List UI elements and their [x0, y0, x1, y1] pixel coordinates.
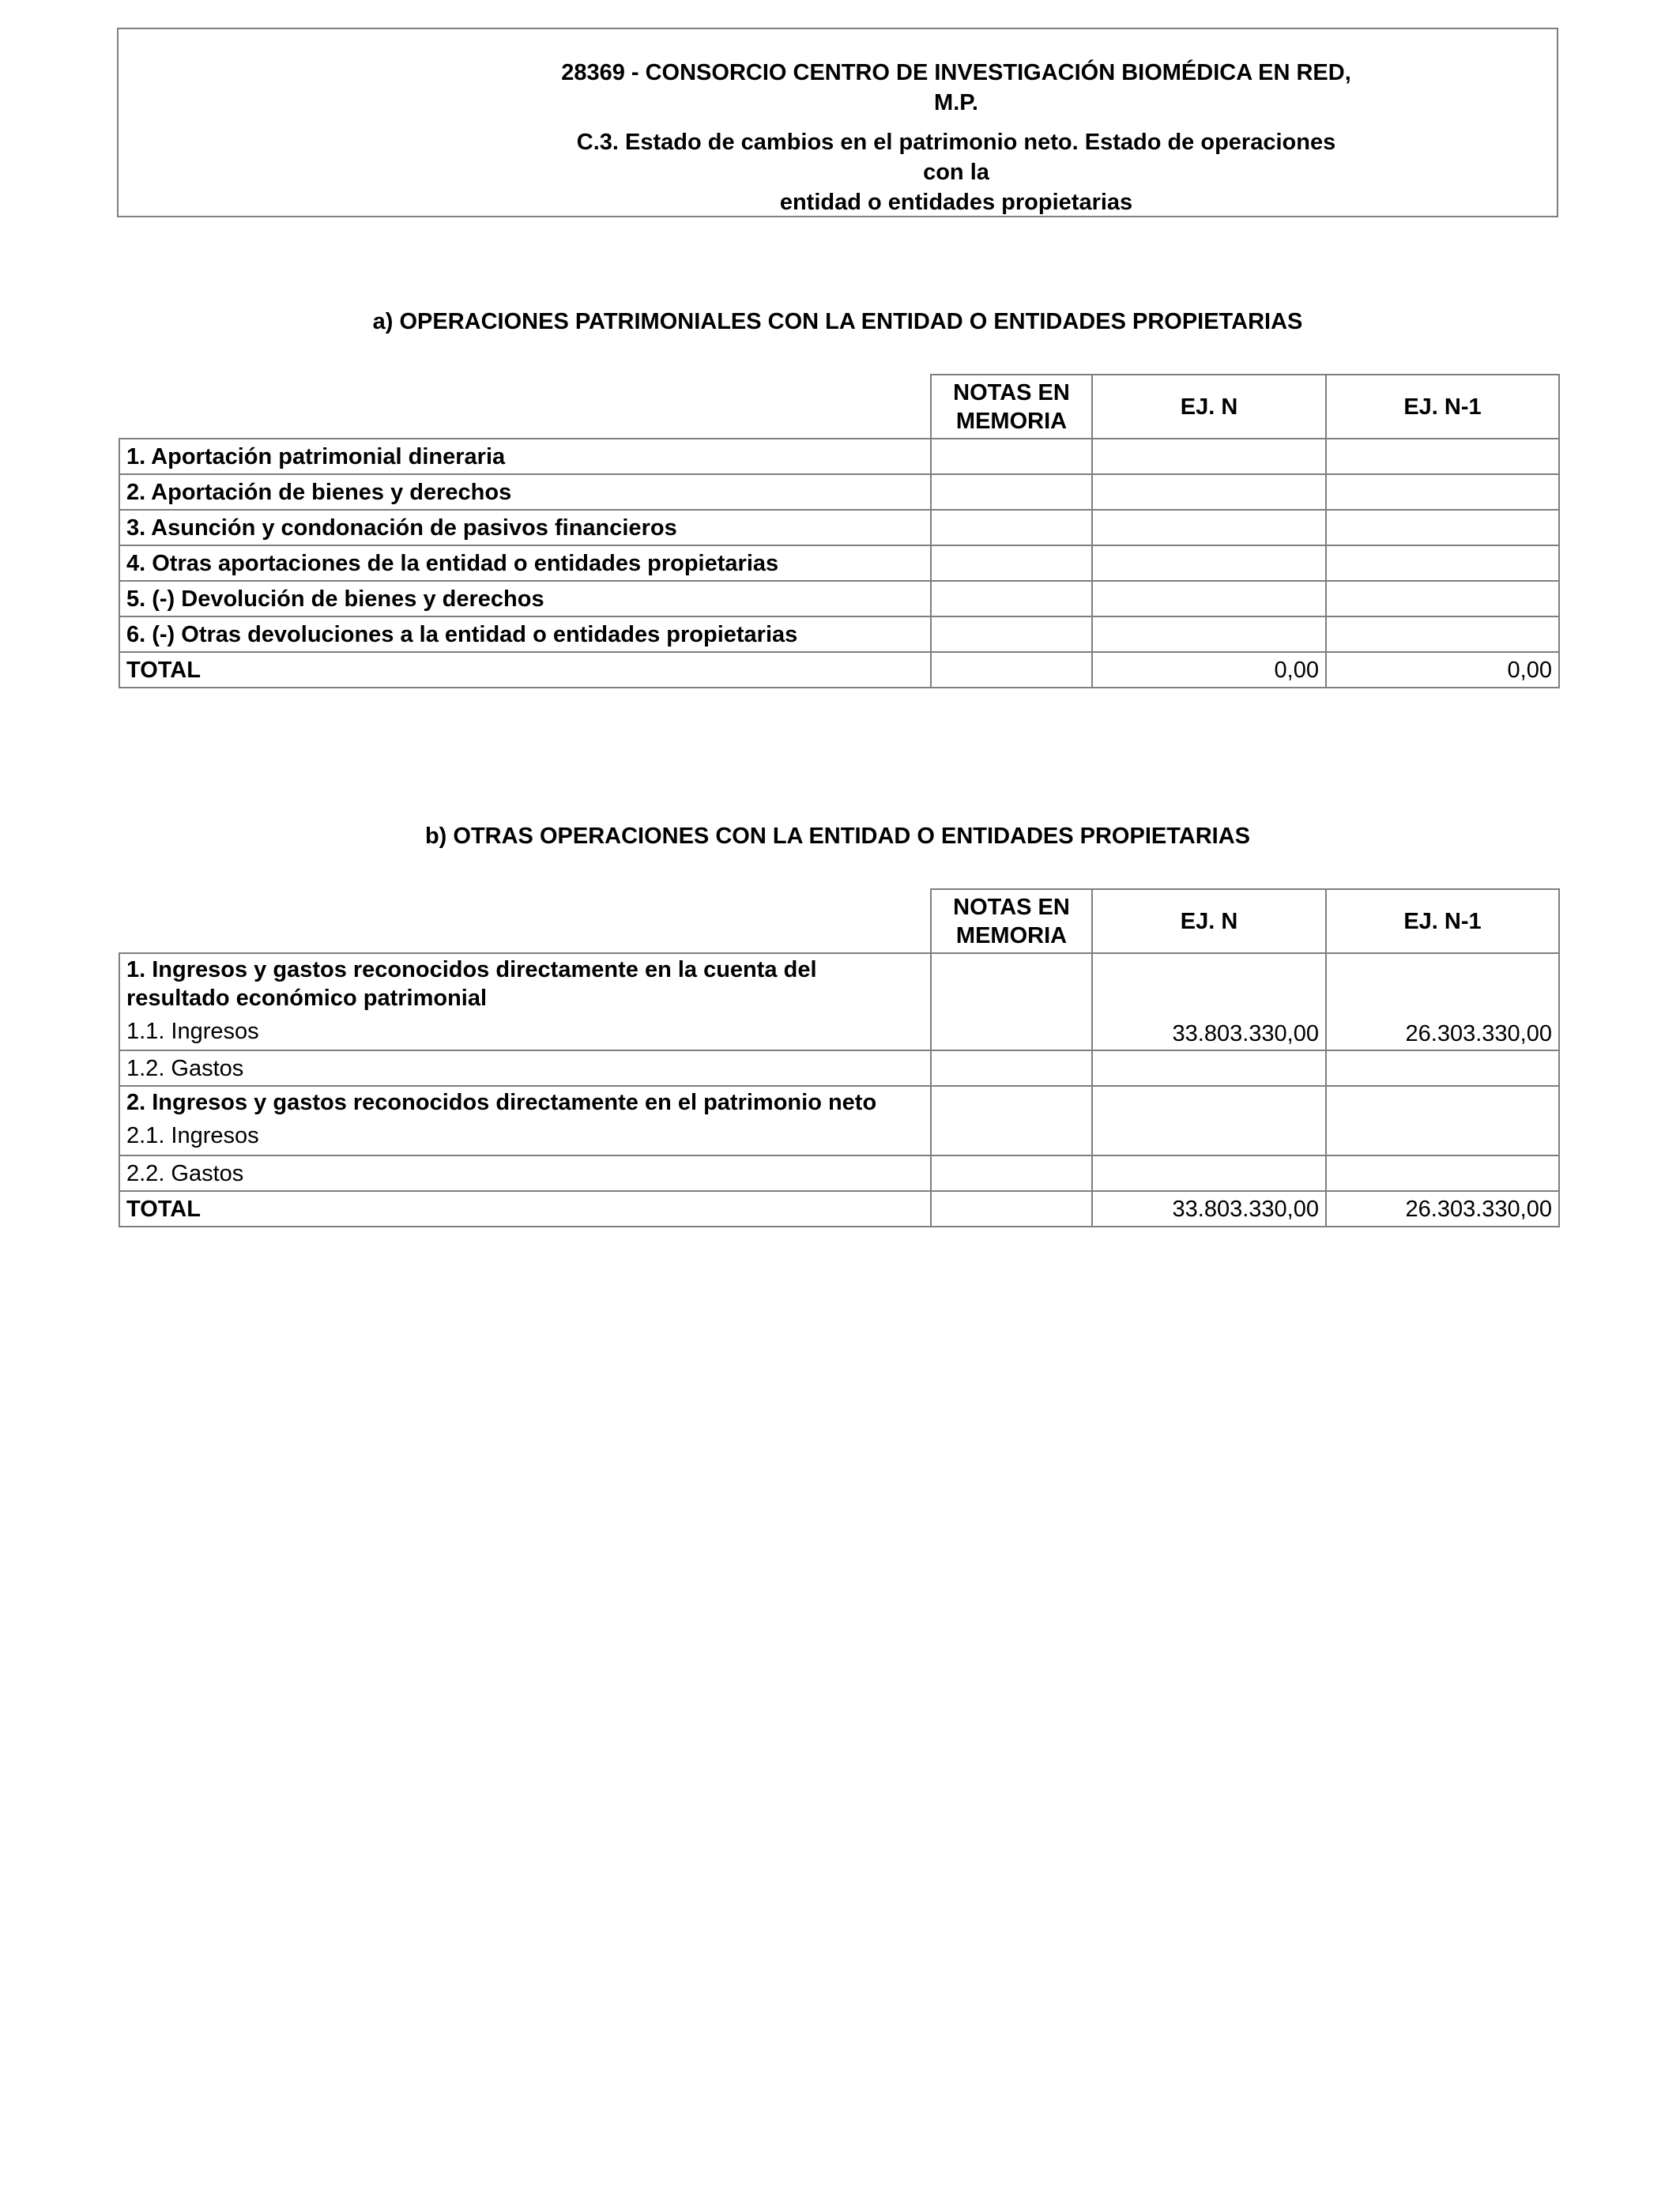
table-row [119, 510, 1559, 545]
cell-ej-n1 [1326, 439, 1559, 474]
cell-ej-n [1092, 474, 1326, 510]
column-header-notas-line2: MEMORIA [955, 922, 1068, 948]
total-notas [931, 652, 1092, 688]
group-1-row [119, 953, 1559, 1050]
column-header-notas-line2: MEMORIA [955, 408, 1068, 434]
group-2-gastos-label: 2.2. Gastos [119, 1155, 931, 1191]
cell-ej-n [1092, 545, 1326, 581]
section-b-title: b) OTRAS OPERACIONES CON LA ENTIDAD O ENTIDADES PROPIETARIAS [424, 824, 1251, 849]
cell-ej-n1 [1326, 474, 1559, 510]
table-row [119, 1155, 1559, 1191]
group-1-heading-line1: 1. Ingresos y gastos reconocidos directamente en la cuenta del [126, 957, 817, 982]
cell-ej-n [1092, 581, 1326, 616]
group-2-ingresos-ej-n1 [1326, 1086, 1559, 1155]
group-2-gastos-ej-n1 [1326, 1155, 1559, 1191]
cell-notas [931, 474, 1092, 510]
group-2-ingresos-ej-n [1092, 1086, 1326, 1155]
column-header-ej-n: EJ. N [1092, 375, 1326, 439]
group-2-gastos-notas [931, 1155, 1092, 1191]
entity-name-line1: 28369 - CONSORCIO CENTRO DE INVESTIGACIÓN BIOMÉDICA EN RED, [561, 60, 1351, 85]
group-1-ingresos-label: 1.1. Ingresos [126, 1019, 259, 1044]
section-a-table [119, 374, 1560, 688]
total-row [119, 652, 1559, 688]
group-1-heading-line2: resultado económico patrimonial [126, 986, 488, 1011]
report-header-box [117, 28, 1558, 217]
cell-ej-n [1092, 616, 1326, 652]
group-1-ingresos-ej-n1: 26.303.330,00 [1326, 953, 1559, 1050]
column-header-notas [931, 889, 1092, 953]
section-b-table [119, 888, 1560, 1227]
cell-notas [931, 581, 1092, 616]
column-header-ej-n1: EJ. N-1 [1326, 375, 1559, 439]
table-header-row [119, 375, 1559, 439]
row-label: 6. (-) Otras devoluciones a la entidad o entidades propietarias [119, 616, 931, 652]
group-1-gastos-ej-n [1092, 1050, 1326, 1086]
row-label: 2. Aportación de bienes y derechos [119, 474, 931, 510]
table-row [119, 616, 1559, 652]
header-blank-cell [119, 889, 931, 953]
table-row [119, 545, 1559, 581]
group-2-label-cell [119, 1086, 931, 1155]
entity-name-line2: M.P. [934, 90, 978, 115]
report-title [561, 127, 1351, 217]
row-label: 1. Aportación patrimonial dineraria [119, 439, 931, 474]
total-notas [931, 1191, 1092, 1227]
header-blank-cell [119, 375, 931, 439]
group-1-gastos-ej-n1 [1326, 1050, 1559, 1086]
total-label: TOTAL [119, 652, 931, 688]
table-header-row [119, 889, 1559, 953]
cell-ej-n1 [1326, 510, 1559, 545]
total-ej-n: 33.803.330,00 [1092, 1191, 1326, 1227]
cell-ej-n1 [1326, 545, 1559, 581]
column-header-notas [931, 375, 1092, 439]
cell-notas [931, 510, 1092, 545]
group-2-gastos-ej-n [1092, 1155, 1326, 1191]
group-2-ingresos-notas [931, 1086, 1092, 1155]
table-row [119, 439, 1559, 474]
report-title-line1: C.3. Estado de cambios en el patrimonio neto. Estado de operaciones con la [576, 130, 1336, 185]
cell-ej-n [1092, 510, 1326, 545]
column-header-notas-line1: NOTAS EN [953, 894, 1070, 920]
row-label: 3. Asunción y condonación de pasivos financieros [119, 510, 931, 545]
cell-ej-n1 [1326, 616, 1559, 652]
entity-name [561, 58, 1351, 118]
row-label: 5. (-) Devolución de bienes y derechos [119, 581, 931, 616]
cell-ej-n [1092, 439, 1326, 474]
cell-ej-n1 [1326, 581, 1559, 616]
report-title-line2: entidad o entidades propietarias [779, 190, 1133, 215]
group-1-gastos-label: 1.2. Gastos [119, 1050, 931, 1086]
group-2-row [119, 1086, 1559, 1155]
total-ej-n: 0,00 [1092, 652, 1326, 688]
group-1-label-cell [119, 953, 931, 1050]
table-row [119, 581, 1559, 616]
section-a-title: a) OPERACIONES PATRIMONIALES CON LA ENTIDAD O ENTIDADES PROPIETARIAS [372, 309, 1303, 334]
cell-notas [931, 616, 1092, 652]
group-1-ingresos-ej-n: 33.803.330,00 [1092, 953, 1326, 1050]
group-1-gastos-notas [931, 1050, 1092, 1086]
table-row [119, 1050, 1559, 1086]
total-ej-n1: 0,00 [1326, 652, 1559, 688]
total-row [119, 1191, 1559, 1227]
group-2-heading: 2. Ingresos y gastos reconocidos directamente en el patrimonio neto [126, 1090, 877, 1115]
cell-notas [931, 545, 1092, 581]
total-label: TOTAL [119, 1191, 931, 1227]
table-row [119, 474, 1559, 510]
column-header-notas-line1: NOTAS EN [953, 379, 1070, 405]
group-2-ingresos-label: 2.1. Ingresos [126, 1123, 259, 1148]
total-ej-n1: 26.303.330,00 [1326, 1191, 1559, 1227]
group-1-ingresos-notas [931, 953, 1092, 1050]
row-label: 4. Otras aportaciones de la entidad o entidades propietarias [119, 545, 931, 581]
cell-notas [931, 439, 1092, 474]
column-header-ej-n1: EJ. N-1 [1326, 889, 1559, 953]
column-header-ej-n: EJ. N [1092, 889, 1326, 953]
